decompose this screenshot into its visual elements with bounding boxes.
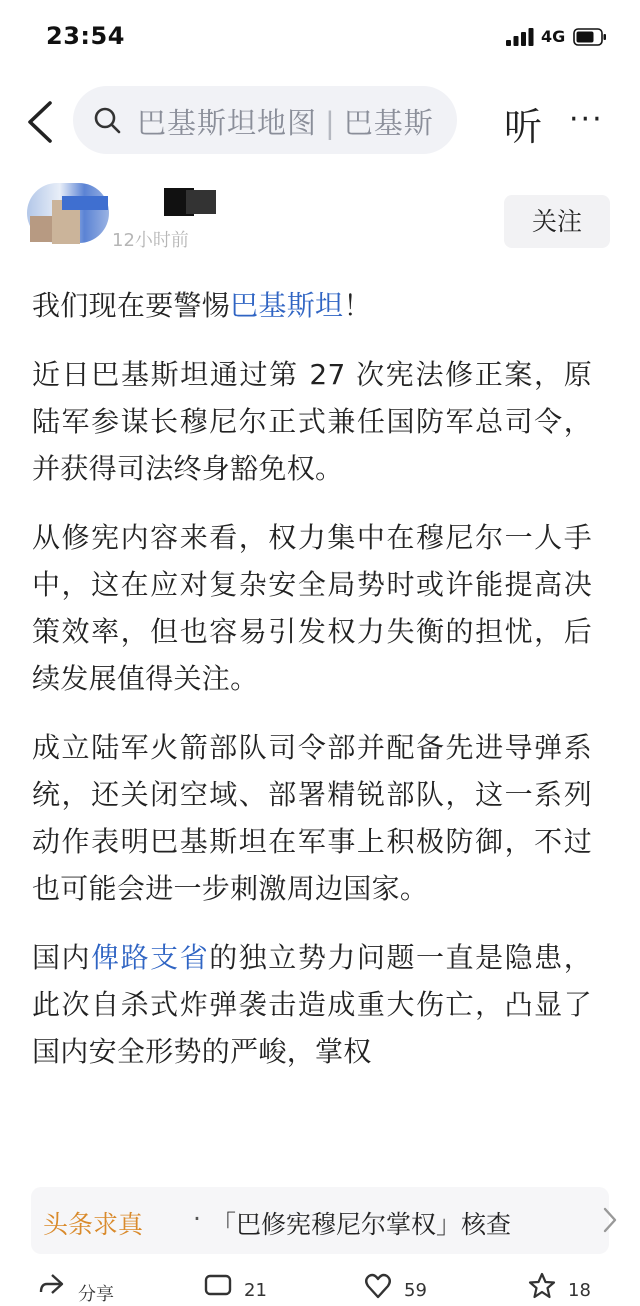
- status-time: 23:54: [46, 22, 125, 50]
- search-separator: |: [325, 106, 336, 140]
- like-count: 59: [404, 1280, 427, 1301]
- paragraph-text: 国内: [32, 941, 92, 974]
- search-suggestion-1[interactable]: 巴基斯坦地图: [137, 106, 318, 140]
- topic-link-pakistan[interactable]: 巴基斯坦: [230, 289, 344, 322]
- author-name-redacted[interactable]: [186, 190, 216, 214]
- comment-icon: [204, 1272, 232, 1300]
- share-button[interactable]: [38, 1272, 114, 1305]
- comment-count: 21: [244, 1280, 267, 1301]
- network-type: 4G: [541, 27, 566, 46]
- favorite-count: 18: [568, 1280, 591, 1301]
- favorite-button[interactable]: [528, 1272, 591, 1302]
- fact-check-tag: 头条求真: [43, 1210, 144, 1239]
- fact-check-title: 「巴修宪穆尼尔掌权」核查: [211, 1210, 512, 1239]
- avatar-mosaic: [62, 196, 108, 210]
- paragraph-text: 的独立势力问题一直是隐患，此次自杀式炸弹袭击造成重大伤亡，凸显了国内安全形势的严峻，掌权: [32, 941, 592, 1068]
- article-paragraph: 成立陆军火箭部队司令部并配备先进导弹系统，还关闭空域、部署精锐部队，这一系列动作表明巴基斯坦在军事上积极防御，不过也可能会进一步刺激周边国家。: [32, 731, 592, 905]
- search-bar[interactable]: [73, 86, 457, 154]
- paragraph-text: 我们现在要警惕: [32, 289, 231, 322]
- heart-icon: [364, 1272, 392, 1300]
- battery-icon: [573, 28, 607, 46]
- post-time: 12小时前: [112, 230, 189, 251]
- comment-button[interactable]: [204, 1272, 267, 1302]
- listen-button[interactable]: 听: [504, 105, 543, 149]
- star-icon: [528, 1272, 556, 1300]
- share-label: 分享: [78, 1284, 114, 1305]
- fact-check-bar[interactable]: [31, 1187, 609, 1254]
- back-icon[interactable]: [26, 100, 54, 144]
- signal-icon: [506, 28, 534, 46]
- article-paragraph: [32, 282, 592, 329]
- paragraph-text: ！: [343, 289, 372, 322]
- more-button[interactable]: ···: [569, 102, 604, 137]
- avatar-mosaic: [30, 216, 52, 242]
- search-suggestion-2[interactable]: 巴基斯: [343, 106, 434, 140]
- fact-check-dot: ·: [193, 1204, 201, 1233]
- search-icon: [93, 106, 121, 134]
- topic-link-balochistan[interactable]: 俾路支省: [91, 941, 210, 974]
- search-query: [137, 101, 434, 142]
- article-paragraph: [32, 934, 592, 1075]
- article-body: [32, 282, 592, 1180]
- follow-button[interactable]: 关注: [504, 195, 610, 248]
- article-paragraph: 从修宪内容来看，权力集中在穆尼尔一人手中，这在应对复杂安全局势时或许能提高决策效率，但也容易引发权力失衡的担忧，后续发展值得关注。: [32, 521, 592, 695]
- article-paragraph: 近日巴基斯坦通过第 27 次宪法修正案，原陆军参谋长穆尼尔正式兼任国防军总司令，并获得司法终身豁免权。: [32, 358, 592, 485]
- share-icon: [38, 1272, 66, 1300]
- chevron-right-icon: [603, 1207, 617, 1233]
- like-button[interactable]: [364, 1272, 427, 1302]
